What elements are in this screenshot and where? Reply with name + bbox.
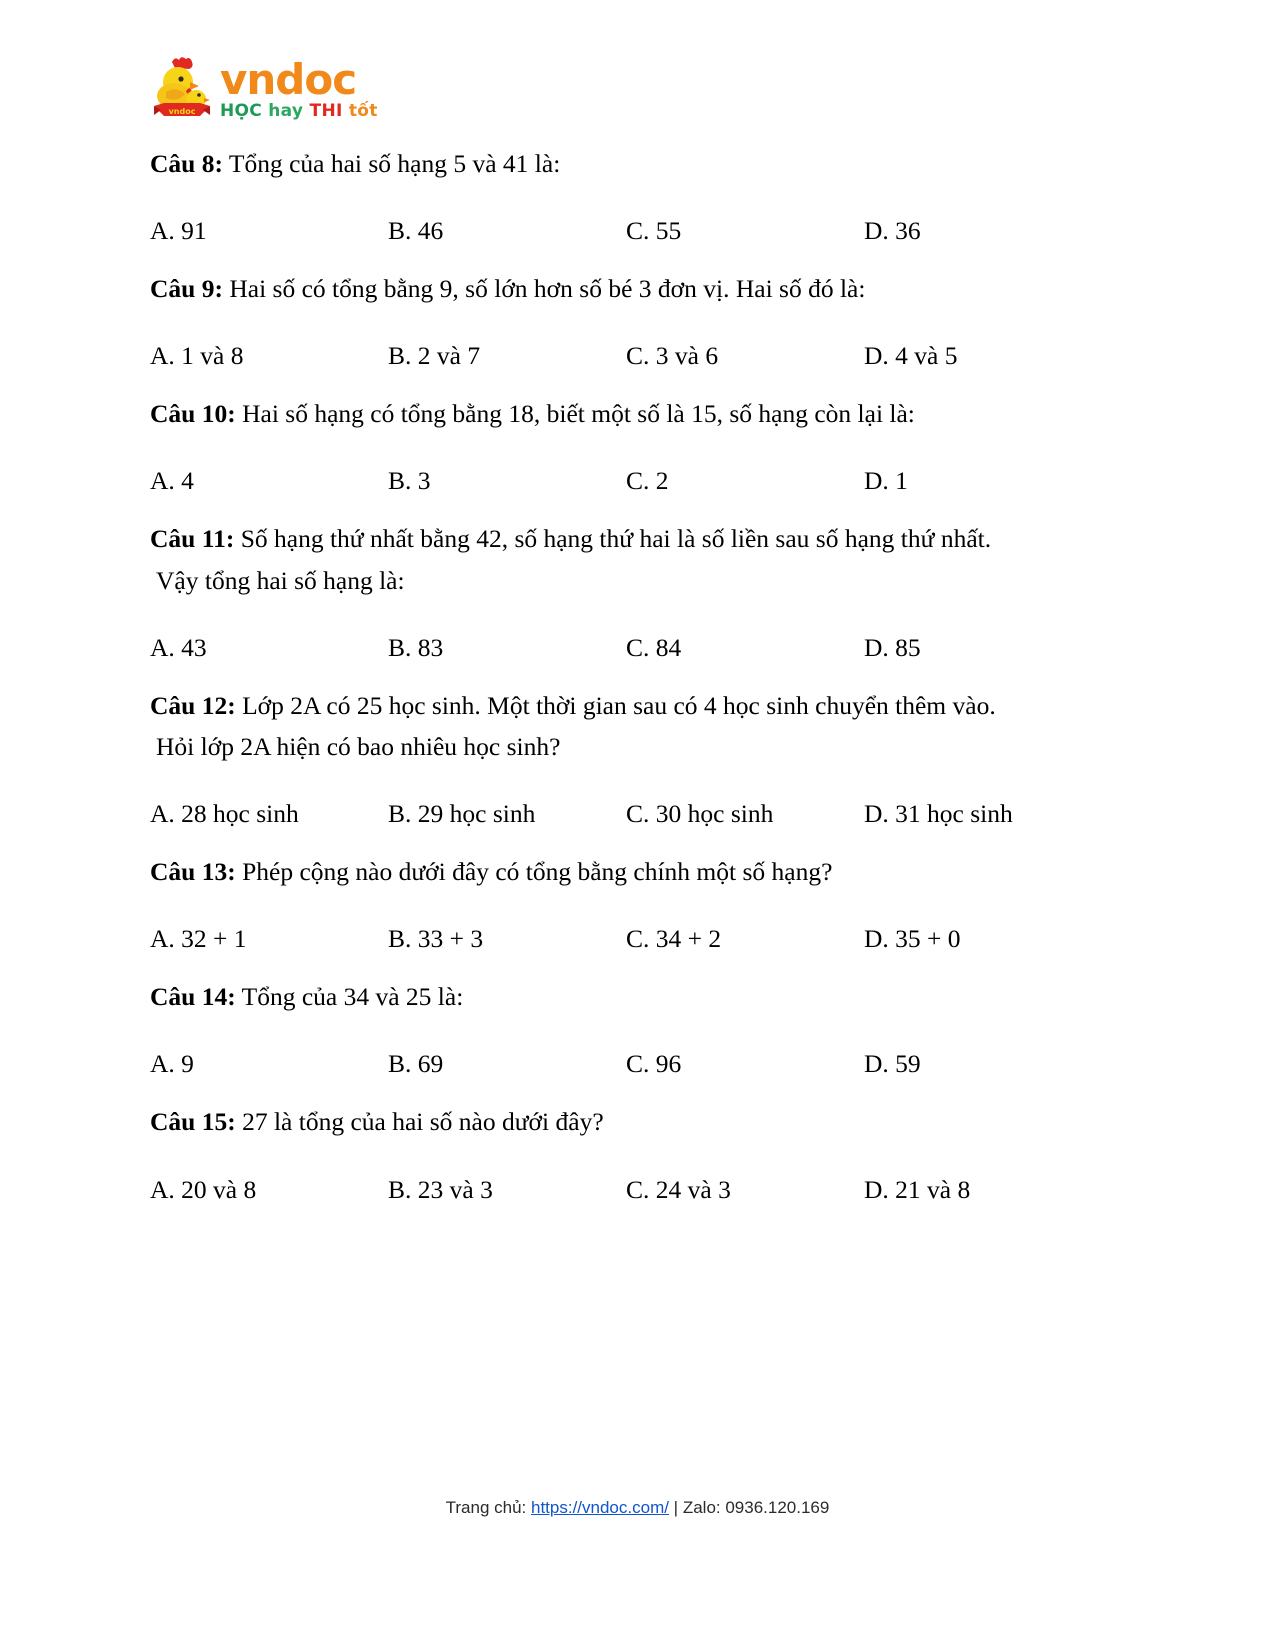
question-label-8: Câu 8: — [150, 149, 223, 178]
option-13-c[interactable]: C. 34 + 2 — [626, 924, 722, 954]
answer-row-11 — [150, 601, 1135, 673]
answer-row-15 — [150, 1143, 1135, 1215]
question-text-8 — [150, 131, 1135, 184]
question-body-13: Phép cộng nào dưới đây có tổng bằng chính một số hạng? — [235, 857, 833, 887]
question-block-11 — [150, 506, 1135, 672]
option-10-c[interactable]: C. 2 — [626, 466, 669, 496]
question-block-9 — [150, 256, 1135, 381]
answer-row-13 — [150, 892, 1135, 964]
answer-row-10 — [150, 434, 1135, 506]
option-13-d[interactable]: D. 35 + 0 — [864, 924, 961, 954]
question-label-14: Câu 14: — [150, 982, 236, 1012]
option-10-d[interactable]: D. 1 — [864, 466, 908, 496]
option-11-d[interactable]: D. 85 — [864, 632, 921, 662]
question-text-11 — [150, 506, 1135, 559]
question-label-12: Câu 12: — [150, 690, 236, 720]
option-15-d[interactable]: D. 21 và 8 — [864, 1174, 971, 1204]
page-footer — [0, 1498, 1275, 1518]
question-body-9: Hai số có tổng bằng 9, số lớn hơn số bé 3 đơn vị. Hai số đó là: — [222, 274, 866, 304]
footer-prefix: Trang chủ: — [445, 1498, 531, 1517]
question-body-11: Số hạng thứ nhất bằng 42, số hạng thứ hai là số liền sau số hạng thứ nhất. — [234, 524, 992, 554]
footer-separator: | — [668, 1498, 683, 1517]
option-13-a[interactable]: A. 32 + 1 — [150, 924, 247, 954]
answer-row-8 — [150, 184, 1135, 256]
option-9-a[interactable]: A. 1 và 8 — [150, 341, 244, 371]
answer-row-9 — [150, 309, 1135, 381]
question-label-9: Câu 9: — [150, 274, 223, 304]
question-text-15 — [150, 1089, 1135, 1142]
vndoc-logo[interactable] — [150, 48, 378, 120]
answer-row-12 — [150, 767, 1135, 839]
option-11-b[interactable]: B. 83 — [388, 632, 444, 662]
footer-website-link[interactable]: https://vndoc.com/ — [531, 1498, 669, 1517]
question-text-13 — [150, 839, 1135, 892]
option-9-b[interactable]: B. 2 và 7 — [388, 341, 481, 371]
question-label-15: Câu 15: — [150, 1107, 236, 1137]
logo-tagline-tot: tốt — [348, 101, 378, 121]
option-11-a[interactable]: A. 43 — [150, 632, 207, 662]
chicken-mascot-icon — [150, 54, 214, 120]
question-text-12-line2: Hỏi lớp 2A hiện có bao nhiêu học sinh? — [156, 731, 561, 761]
option-15-b[interactable]: B. 23 và 3 — [388, 1174, 493, 1204]
question-label-11: Câu 11: — [150, 524, 235, 554]
question-block-13 — [150, 839, 1135, 964]
question-block-10 — [150, 381, 1135, 506]
question-block-14 — [150, 964, 1135, 1089]
option-9-c[interactable]: C. 3 và 6 — [626, 341, 719, 371]
option-12-c[interactable]: C. 30 học sinh — [626, 799, 774, 829]
answer-row-14 — [150, 1017, 1135, 1089]
question-label-10: Câu 10: — [150, 399, 236, 429]
option-14-c[interactable]: C. 96 — [626, 1049, 682, 1079]
footer-zalo: Zalo: 0936.120.169 — [682, 1498, 830, 1517]
option-8-a[interactable]: A. 91 — [150, 216, 207, 246]
question-body-12: Lớp 2A có 25 học sinh. Một thời gian sau có 4 học sinh chuyển thêm vào. — [235, 690, 996, 720]
option-10-b[interactable]: B. 3 — [388, 466, 431, 496]
logo-tagline-hoc: HỌC — [220, 101, 263, 121]
option-14-b[interactable]: B. 69 — [388, 1049, 444, 1079]
question-body-14: Tổng của 34 và 25 là: — [235, 982, 464, 1012]
question-text-14 — [150, 964, 1135, 1017]
logo-wordmark: vndoc — [220, 55, 357, 105]
logo-tagline-hay: hay — [268, 101, 304, 121]
option-11-c[interactable]: C. 84 — [626, 632, 682, 662]
question-block-8 — [150, 131, 1135, 256]
question-body-15: 27 là tổng của hai số nào dưới đây? — [235, 1107, 604, 1137]
option-14-a[interactable]: A. 9 — [150, 1049, 194, 1079]
option-14-d[interactable]: D. 59 — [864, 1049, 921, 1079]
option-12-a[interactable]: A. 28 học sinh — [150, 799, 299, 829]
option-9-d[interactable]: D. 4 và 5 — [864, 341, 958, 371]
question-list — [150, 131, 1135, 1214]
option-8-b[interactable]: B. 46 — [388, 216, 444, 246]
question-text-11-line2: Vậy tổng hai số hạng là: — [156, 565, 405, 595]
question-body-8: Tổng của hai số hạng 5 và 41 là: — [222, 149, 561, 178]
question-label-13: Câu 13: — [150, 857, 236, 887]
question-text-9 — [150, 256, 1135, 309]
question-body-10: Hai số hạng có tổng bằng 18, biết một số là 15, số hạng còn lại là: — [235, 399, 915, 429]
option-12-d[interactable]: D. 31 học sinh — [864, 799, 1013, 829]
option-12-b[interactable]: B. 29 học sinh — [388, 799, 536, 829]
question-text-12 — [150, 673, 1135, 726]
logo-tagline-thi: THI — [309, 101, 343, 121]
question-block-12 — [150, 673, 1135, 839]
option-8-c[interactable]: C. 55 — [626, 216, 682, 246]
option-15-a[interactable]: A. 20 và 8 — [150, 1174, 257, 1204]
logo-tagline — [220, 103, 378, 120]
question-text-10 — [150, 381, 1135, 434]
option-10-a[interactable]: A. 4 — [150, 466, 194, 496]
question-block-15 — [150, 1089, 1135, 1214]
option-15-c[interactable]: C. 24 và 3 — [626, 1174, 731, 1204]
mascot-badge-text: vndoc — [168, 107, 196, 116]
option-13-b[interactable]: B. 33 + 3 — [388, 924, 484, 954]
option-8-d[interactable]: D. 36 — [864, 216, 921, 246]
